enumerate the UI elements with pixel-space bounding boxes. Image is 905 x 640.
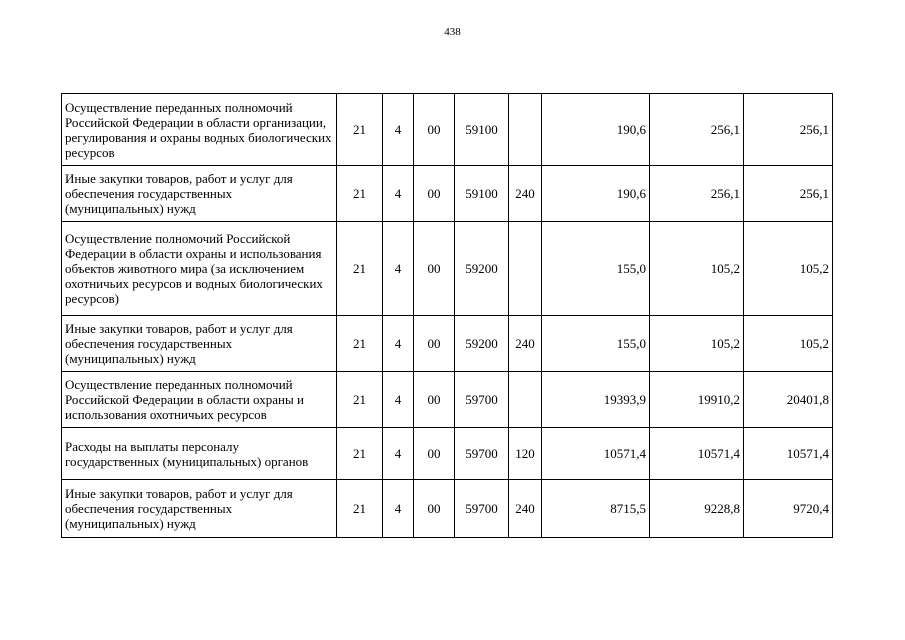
amount-year-1: 155,0: [542, 316, 650, 372]
section-code: 4: [383, 372, 414, 428]
amount-year-1: 19393,9: [542, 372, 650, 428]
amount-year-1: 10571,4: [542, 428, 650, 480]
amount-year-2: 256,1: [650, 166, 744, 222]
amount-year-2: 9228,8: [650, 480, 744, 538]
subsection-code: 00: [414, 428, 455, 480]
page-number: 438: [444, 26, 461, 38]
amount-year-1: 190,6: [542, 94, 650, 166]
amount-year-1: 155,0: [542, 222, 650, 316]
target-code: 59100: [455, 166, 509, 222]
amount-year-3: 256,1: [744, 94, 833, 166]
amount-year-2: 10571,4: [650, 428, 744, 480]
subsection-code: 00: [414, 222, 455, 316]
amount-year-3: 20401,8: [744, 372, 833, 428]
table-row: [62, 166, 833, 222]
section-code: 4: [383, 94, 414, 166]
target-code: 59700: [455, 480, 509, 538]
amount-year-3: 105,2: [744, 222, 833, 316]
section-code: 4: [383, 316, 414, 372]
subsection-code: 00: [414, 166, 455, 222]
table-row: [62, 480, 833, 538]
table-row: [62, 428, 833, 480]
ministry-code: 21: [337, 222, 383, 316]
table-row: [62, 316, 833, 372]
target-code: 59100: [455, 94, 509, 166]
expense-name: Иные закупки товаров, работ и услуг для обеспечения государственных (муниципальных) нужд: [62, 480, 337, 538]
section-code: 4: [383, 428, 414, 480]
amount-year-3: 10571,4: [744, 428, 833, 480]
target-code: 59200: [455, 222, 509, 316]
subsection-code: 00: [414, 94, 455, 166]
amount-year-2: 19910,2: [650, 372, 744, 428]
section-code: 4: [383, 480, 414, 538]
target-code: 59700: [455, 428, 509, 480]
ministry-code: 21: [337, 316, 383, 372]
expense-name: Осуществление переданных полномочий Российской Федерации в области организации, регулирования и охраны водных биологических ресурсов: [62, 94, 337, 166]
amount-year-3: 105,2: [744, 316, 833, 372]
expense-type-code: 120: [509, 428, 542, 480]
amount-year-2: 105,2: [650, 316, 744, 372]
ministry-code: 21: [337, 94, 383, 166]
expense-type-code: [509, 372, 542, 428]
subsection-code: 00: [414, 480, 455, 538]
expense-name: Расходы на выплаты персоналу государственных (муниципальных) органов: [62, 428, 337, 480]
ministry-code: 21: [337, 166, 383, 222]
expense-type-code: [509, 222, 542, 316]
ministry-code: 21: [337, 428, 383, 480]
ministry-code: 21: [337, 372, 383, 428]
section-code: 4: [383, 222, 414, 316]
expense-name: Иные закупки товаров, работ и услуг для обеспечения государственных (муниципальных) нужд: [62, 166, 337, 222]
expense-type-code: 240: [509, 166, 542, 222]
amount-year-2: 256,1: [650, 94, 744, 166]
subsection-code: 00: [414, 372, 455, 428]
target-code: 59700: [455, 372, 509, 428]
expense-name: Иные закупки товаров, работ и услуг для обеспечения государственных (муниципальных) нужд: [62, 316, 337, 372]
expense-name: Осуществление переданных полномочий Российской Федерации в области охраны и использования охотничьих ресурсов: [62, 372, 337, 428]
budget-table: [61, 93, 833, 538]
table-row: [62, 222, 833, 316]
target-code: 59200: [455, 316, 509, 372]
expense-type-code: 240: [509, 316, 542, 372]
amount-year-1: 8715,5: [542, 480, 650, 538]
expense-name: Осуществление полномочий Российской Федерации в области охраны и использования объектов животного мира (за исключением охотничьих ресурсов и водных биологических ресурсов): [62, 222, 337, 316]
expense-type-code: 240: [509, 480, 542, 538]
table-row: [62, 372, 833, 428]
ministry-code: 21: [337, 480, 383, 538]
subsection-code: 00: [414, 316, 455, 372]
amount-year-3: 256,1: [744, 166, 833, 222]
section-code: 4: [383, 166, 414, 222]
table-row: [62, 94, 833, 166]
amount-year-3: 9720,4: [744, 480, 833, 538]
amount-year-1: 190,6: [542, 166, 650, 222]
amount-year-2: 105,2: [650, 222, 744, 316]
expense-type-code: [509, 94, 542, 166]
